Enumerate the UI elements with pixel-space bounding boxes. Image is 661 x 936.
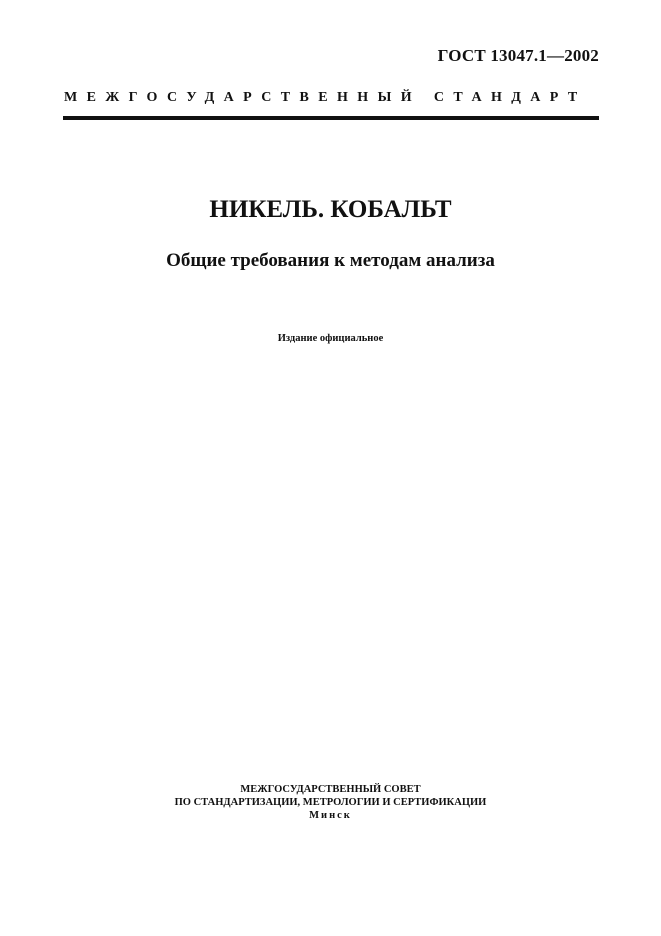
standard-type-label: МЕЖГОСУДАРСТВЕННЫЙ СТАНДАРТ	[64, 90, 587, 105]
publisher-city: Минск	[309, 810, 352, 821]
header-rule	[63, 116, 599, 120]
document-title: НИКЕЛЬ. КОБАЛЬТ	[209, 196, 452, 223]
edition-note: Издание официальное	[277, 333, 384, 344]
document-subtitle: Общие требования к методам анализа	[166, 250, 495, 271]
publisher-block	[0, 783, 661, 822]
publisher-line-2: ПО СТАНДАРТИЗАЦИИ, МЕТРОЛОГИИ И СЕРТИФИКАЦИИ	[174, 797, 487, 808]
document-number: ГОСТ 13047.1—2002	[437, 46, 599, 65]
publisher-line-1: МЕЖГОСУДАРСТВЕННЫЙ СОВЕТ	[240, 784, 421, 795]
